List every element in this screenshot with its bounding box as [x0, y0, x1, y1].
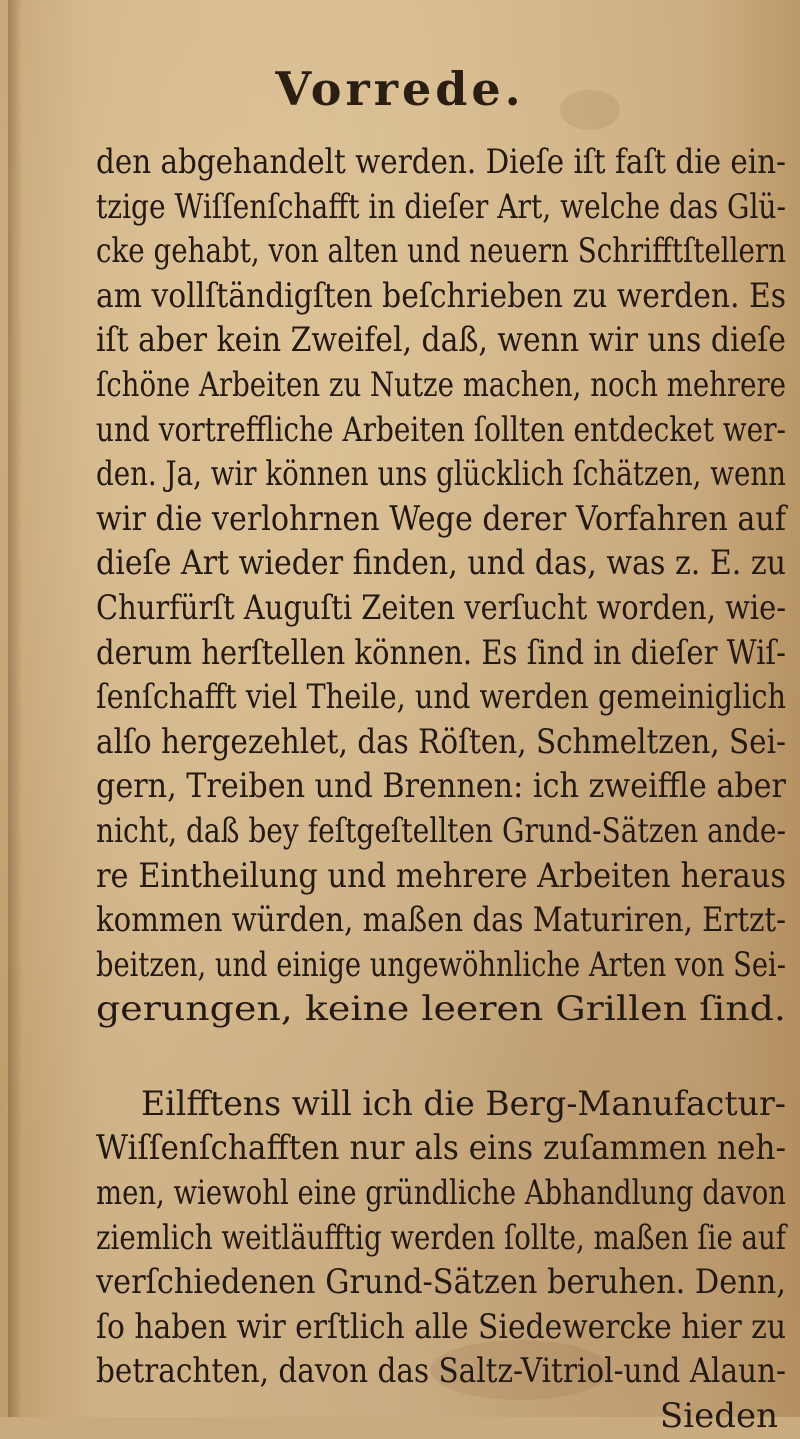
text-line: den. Ja, wir können uns glücklich ſchätzen, wenn — [96, 454, 786, 495]
text-line: dieſe Art wieder finden, und das, was z. E. zu — [96, 543, 786, 584]
text-line: re Eintheilung und mehrere Arbeiten heraus — [96, 855, 786, 896]
text-line: den abgehandelt werden. Dieſe iſt faſt die ein- — [96, 142, 786, 182]
text-line: nicht, daß bey feſtgeſtellten Grund-Sätzen ande- — [96, 810, 786, 851]
text-line: ziemlich weitläufftig werden ſollte, maßen ſie auf — [96, 1217, 786, 1258]
text-line: wir die verlohrnen Wege derer Vorfahren auf — [96, 498, 786, 539]
paragraph — [96, 1082, 786, 1394]
catchword: Sieden — [659, 1396, 778, 1437]
text-line: iſt aber kein Zweifel, daß, wenn wir uns dieſe — [96, 320, 786, 361]
text-line: beitzen, und einige ungewöhnliche Arten von Sei- — [96, 944, 786, 985]
text-line: ſo haben wir erſtlich alle Siedewercke hier zu — [96, 1306, 786, 1347]
text-line: gerungen, keine leeren Grillen ſind. — [96, 989, 786, 1030]
text-line: und vortreffliche Arbeiten ſollten entdecket wer- — [96, 409, 786, 450]
text-line: alſo hergezehlet, das Röſten, Schmeltzen, Sei- — [96, 721, 786, 762]
text-line: Churfürſt Auguſti Zeiten verſucht worden, wie- — [96, 587, 786, 628]
text-line: kommen würden, maßen das Maturiren, Ertzt- — [96, 900, 786, 941]
text-line: verſchiedenen Grund-Sätzen beruhen. Denn, — [96, 1262, 786, 1303]
text-line: gern, Treiben und Brennen: ich zweiffle aber — [96, 766, 786, 807]
page-fold-shadow — [8, 0, 22, 1417]
text-line: men, wiewohl eine gründliche Abhandlung davon — [96, 1173, 786, 1214]
text-line: ſchöne Arbeiten zu Nutze machen, noch mehrere — [96, 364, 786, 405]
paragraph — [96, 140, 786, 1032]
text-line: cke gehabt, von alten und neuern Schrifftſtellern — [96, 231, 786, 272]
text-line: ſenſchafft viel Theile, und werden gemeiniglich — [96, 677, 786, 718]
text-line: am vollſtändigſten beſchrieben zu werden. Es — [96, 275, 786, 316]
paragraph-gap — [96, 1032, 786, 1082]
text-line: Wiſſenſchafften nur als eins zuſammen neh- — [96, 1128, 786, 1169]
text-line: betrachten, davon das Saltz-Vitriol-und Alaun- — [96, 1351, 786, 1392]
text-line: Eilfftens will ich die Berg-Manufactur- — [141, 1083, 786, 1124]
page-header: Vorrede. — [275, 62, 525, 116]
text-line: derum herſtellen können. Es ſind in dieſer Wiſ- — [96, 632, 786, 673]
text-line: tzige Wiſſenſchafft in dieſer Art, welche das Glü- — [96, 186, 786, 227]
page-body — [96, 140, 786, 1439]
